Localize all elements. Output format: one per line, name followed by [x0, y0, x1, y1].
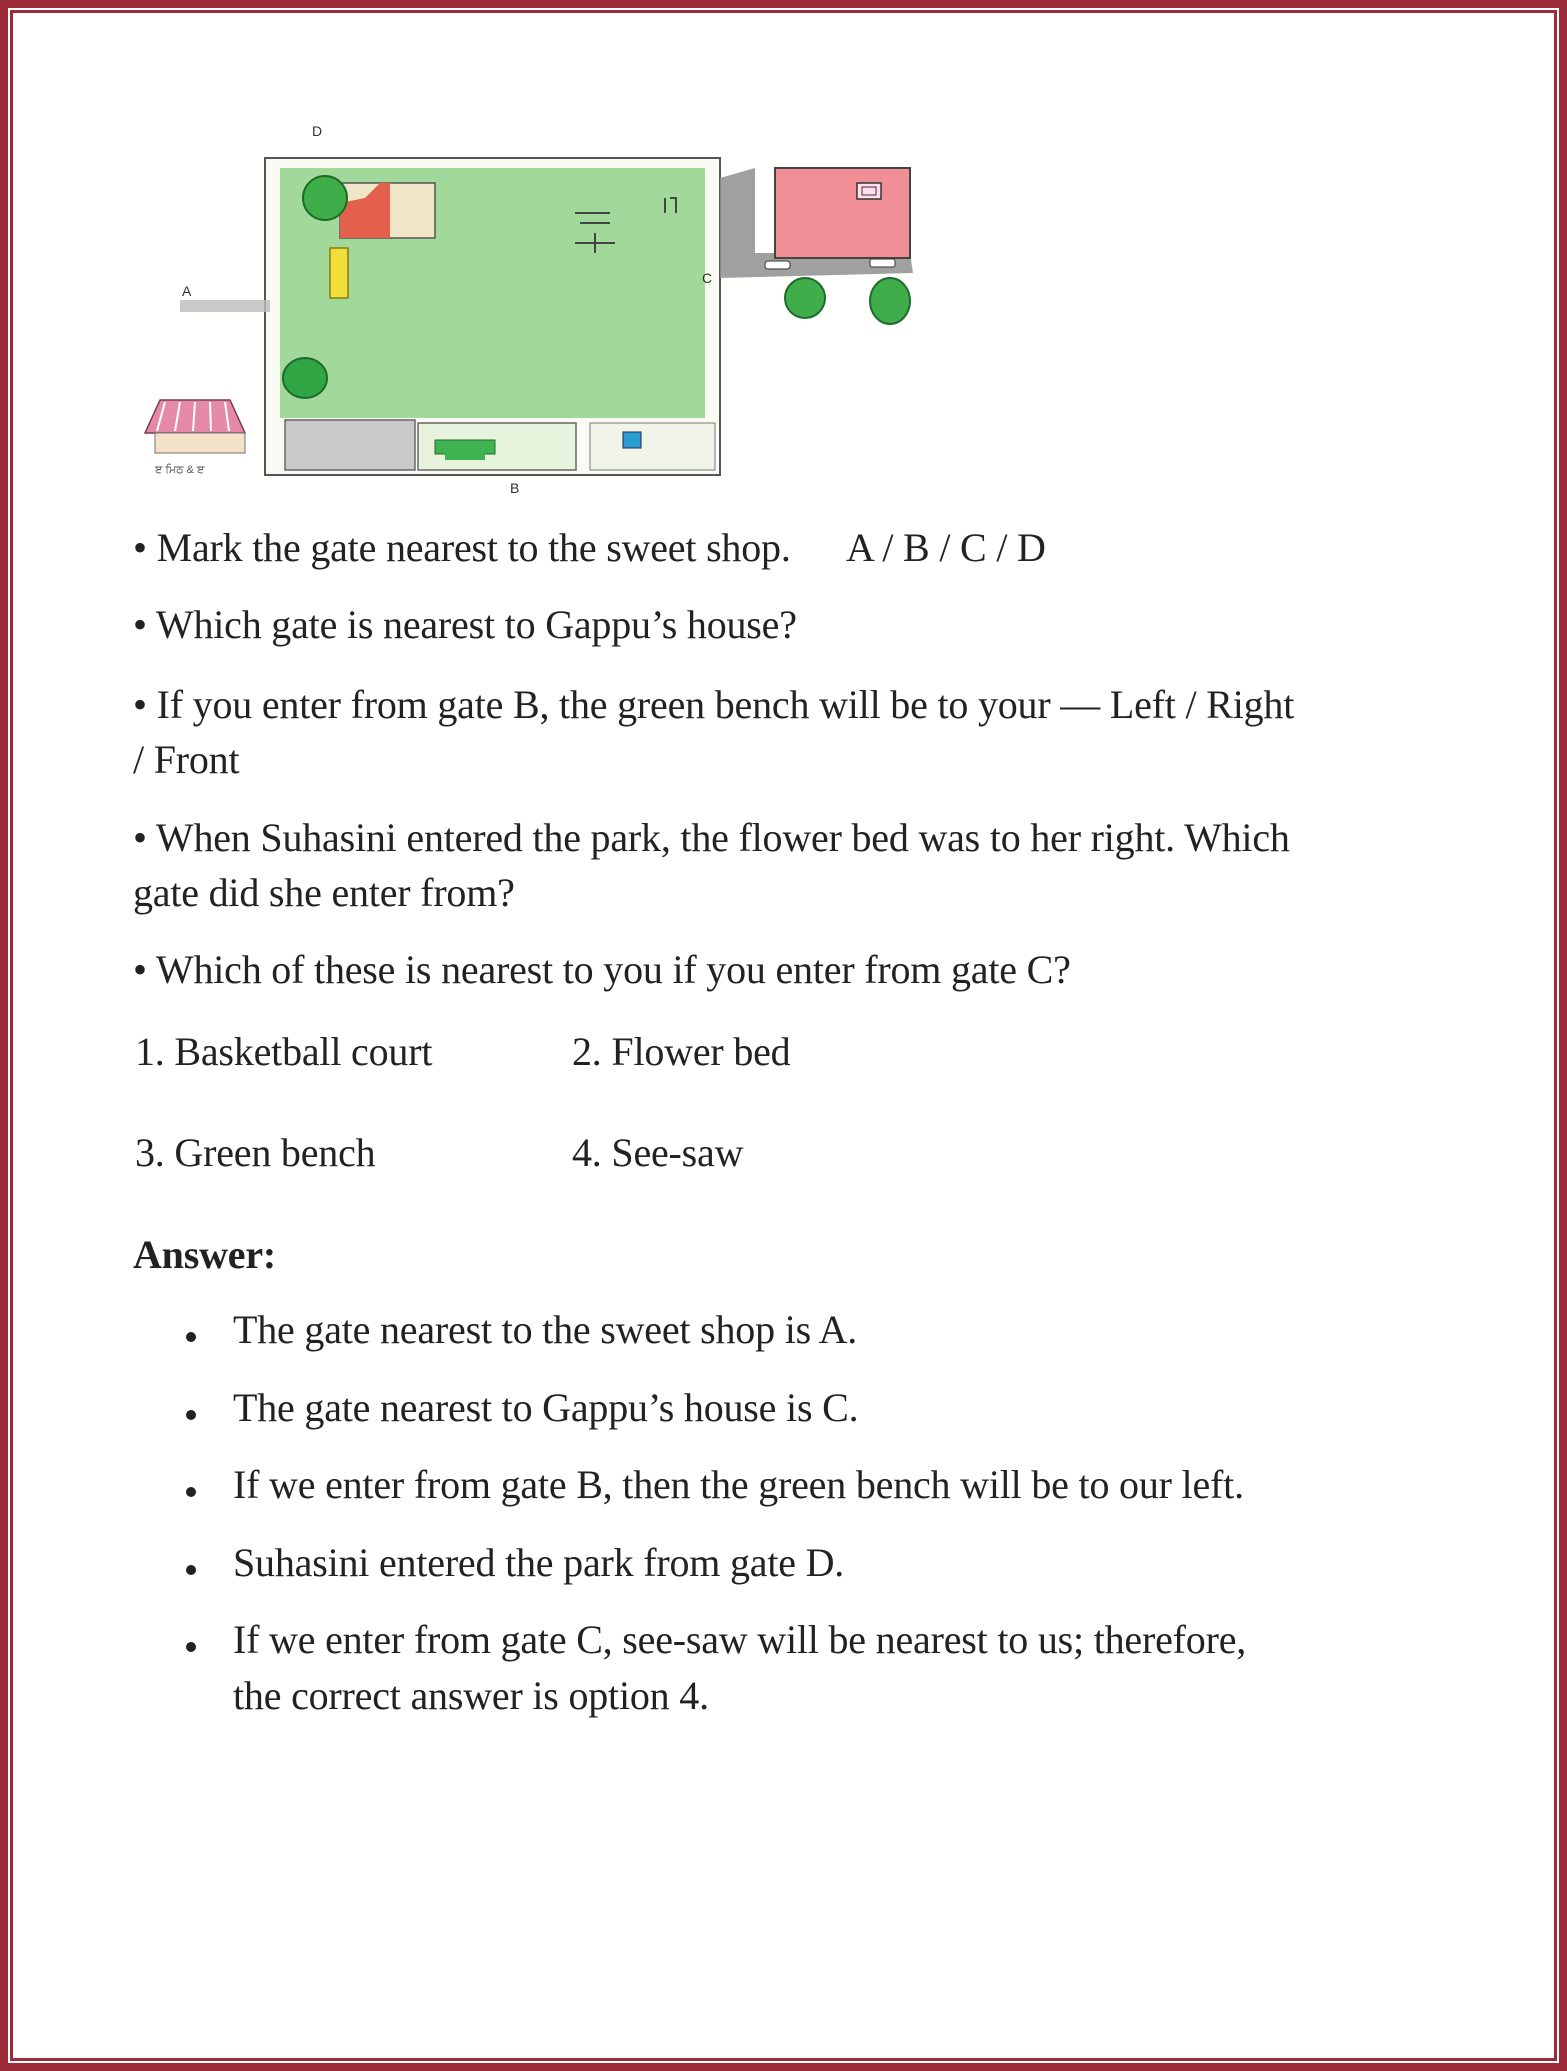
- bullet-icon: [186, 1410, 196, 1420]
- bullet: •: [133, 602, 147, 647]
- question-text: Mark the gate nearest to the sweet shop.: [156, 525, 791, 570]
- option-3: 3. Green bench: [135, 1130, 376, 1175]
- answer-item-2: The gate nearest to Gappu’s house is C.: [233, 1385, 859, 1430]
- basketball-court: [285, 420, 415, 470]
- gate-choices: A / B / C / D: [846, 525, 1046, 570]
- bullet-icon: [186, 1487, 196, 1497]
- question-text: Which gate is nearest to Gappu’s house?: [155, 602, 797, 647]
- bullet: •: [133, 815, 147, 860]
- question-5: [133, 942, 1071, 998]
- answer-item-5-continued: the correct answer is option 4.: [233, 1673, 709, 1718]
- option-4: 4. See-saw: [572, 1130, 744, 1175]
- bullet-icon: [186, 1642, 196, 1652]
- answer-item-3: If we enter from gate B, then the green bench will be to our left.: [233, 1462, 1244, 1507]
- answer-item-4: Suhasini entered the park from gate D.: [233, 1540, 845, 1585]
- question-4-continued: gate did she enter from?: [133, 870, 515, 915]
- bullet-icon: [186, 1332, 196, 1342]
- sweet-shop: [145, 400, 245, 476]
- bullet: •: [133, 947, 147, 992]
- answer-heading: Answer:: [133, 1232, 277, 1277]
- park-map-illustration: [135, 123, 970, 496]
- question-text: When Suhasini entered the park, the flower bed was to her right. Which: [155, 815, 1290, 860]
- answer-item-5: If we enter from gate C, see-saw will be nearest to us; therefore,: [233, 1617, 1247, 1662]
- bullet: •: [133, 682, 147, 727]
- gate-b-label: B: [510, 480, 520, 496]
- gate-c-label: C: [702, 270, 713, 286]
- option-1: 1. Basketball court: [135, 1029, 433, 1074]
- gappu-house: [775, 168, 910, 258]
- bullet: •: [133, 525, 147, 570]
- answer-item-1: The gate nearest to the sweet shop is A.: [233, 1307, 858, 1352]
- question-3: [133, 677, 1294, 733]
- question-2: [133, 597, 797, 653]
- gate-a-label: A: [182, 283, 192, 299]
- question-4: [133, 810, 1290, 866]
- question-text: Which of these is nearest to you if you enter from gate C?: [155, 947, 1071, 992]
- gate-d-label: D: [312, 123, 323, 139]
- bullet-icon: [186, 1565, 196, 1575]
- question-3-continued: / Front: [133, 737, 240, 782]
- question-text: If you enter from gate B, the green bench will be to your — Left / Right: [156, 682, 1295, 727]
- option-2: 2. Flower bed: [572, 1029, 791, 1074]
- question-1: [133, 520, 1046, 576]
- svg-text:ੲ ਮਿਠ & ੲ: ੲ ਮਿਠ & ੲ: [155, 464, 205, 476]
